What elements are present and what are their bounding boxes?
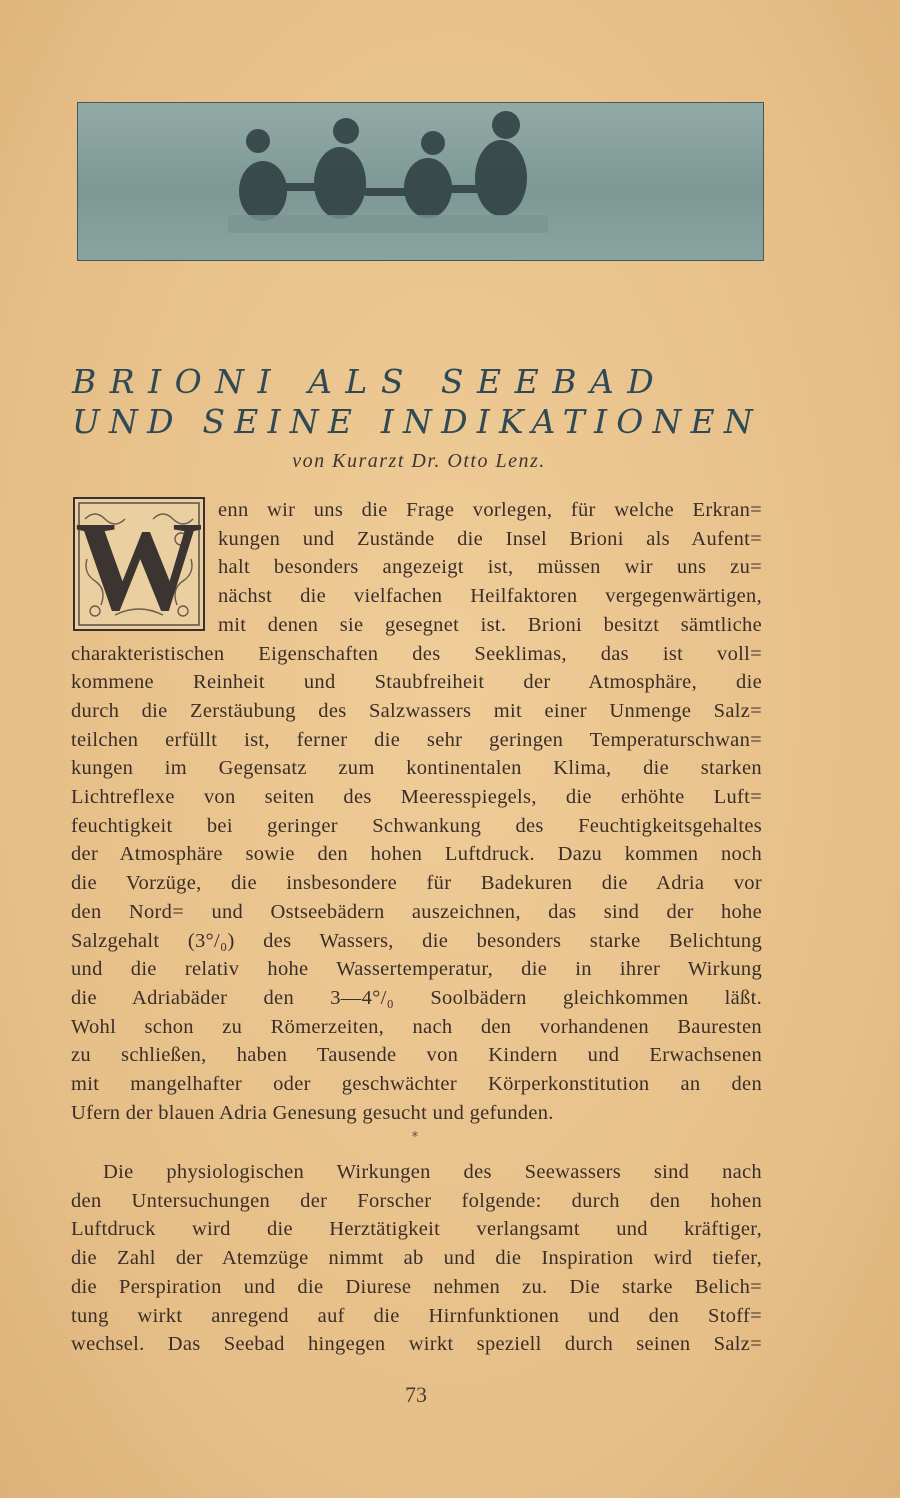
text-line: Die physiologischen Wirkungen des Seewassers sind nach — [103, 1161, 762, 1183]
text-line: durch die Zerstäubung des Salzwassers mit einer Unmenge Salz= — [71, 699, 762, 722]
text-line: Salzgehalt (3°/₀) des Wassers, die besonders starke Belichtung — [71, 929, 762, 952]
text-line: charakteristischen Eigenschaften des Seeklimas, das ist voll= — [71, 642, 762, 665]
drop-cap-letter: W — [75, 495, 203, 637]
text-line: mit denen sie gesegnet ist. Brioni besitzt sämtliche — [218, 613, 762, 636]
text-line: und die relativ hohe Wassertemperatur, die in ihrer Wirkung — [71, 958, 762, 981]
text-line: kommene Reinheit und Staubfreiheit der Atmosphäre, die — [71, 671, 762, 694]
header-photo-bathers — [77, 102, 764, 261]
article-title-line-2: UND SEINE INDIKATIONEN — [72, 402, 762, 441]
text-line: zu schließen, haben Tausende von Kindern und Erwachsenen — [71, 1044, 762, 1067]
text-line: Ufern der blauen Adria Genesung gesucht und gefunden. — [71, 1101, 554, 1124]
section-separator: * — [411, 1130, 419, 1145]
text-line: enn wir uns die Frage vorlegen, für welche Erkran= — [218, 499, 762, 521]
text-line: mit mangelhafter oder geschwächter Körperkonstitution an den — [71, 1073, 762, 1095]
text-line: tung wirkt anregend auf die Hirnfunktionen und den Stoff= — [71, 1304, 762, 1327]
text-line: Lichtreflexe von seiten des Meeresspiegels, die erhöhte Luft= — [71, 786, 762, 808]
drop-cap-initial — [73, 495, 205, 637]
text-line: wechsel. Das Seebad hingegen wirkt speziell durch seinen Salz= — [71, 1333, 762, 1356]
text-line: kungen im Gegensatz zum kontinentalen Klima, die starken — [71, 757, 762, 780]
text-line: die Perspiration und die Diurese nehmen zu. Die starke Belich= — [71, 1275, 762, 1298]
article-title-line-1: BRIONI ALS SEEBAD — [72, 362, 668, 401]
text-line: den Untersuchungen der Forscher folgende: durch den hohen — [71, 1189, 762, 1212]
text-line: der Atmosphäre sowie den hohen Luftdruck. Dazu kommen noch — [71, 843, 762, 866]
text-line: halt besonders angezeigt ist, müssen wir uns zu= — [218, 556, 762, 579]
text-line: teilchen erfüllt ist, ferner die sehr geringen Temperaturschwan= — [71, 728, 762, 751]
text-line: kungen und Zustände die Insel Brioni als Aufent= — [218, 527, 762, 550]
text-line: den Nord= und Ostseebädern auszeichnen, das sind der hohe — [71, 900, 762, 923]
text-line: feuchtigkeit bei geringer Schwankung des Feuchtigkeitsgehaltes — [71, 814, 762, 837]
bathers-illustration — [78, 103, 763, 260]
text-line: die Zahl der Atemzüge nimmt ab und die Inspiration wird tiefer, — [71, 1247, 762, 1270]
text-line: die Adriabäder den 3—4°/₀ Soolbädern gleichkommen läßt. — [71, 986, 762, 1009]
author-byline: von Kurarzt Dr. Otto Lenz. — [292, 450, 546, 472]
text-line: die Vorzüge, die insbesondere für Badekuren die Adria vor — [71, 872, 762, 895]
text-line: Wohl schon zu Römerzeiten, nach den vorhandenen Bauresten — [71, 1015, 762, 1038]
text-line: nächst die vielfachen Heilfaktoren vergegenwärtigen, — [218, 585, 762, 608]
page-number: 73 — [405, 1382, 427, 1407]
text-line: Luftdruck wird die Herztätigkeit verlangsamt und kräftiger, — [71, 1218, 762, 1241]
